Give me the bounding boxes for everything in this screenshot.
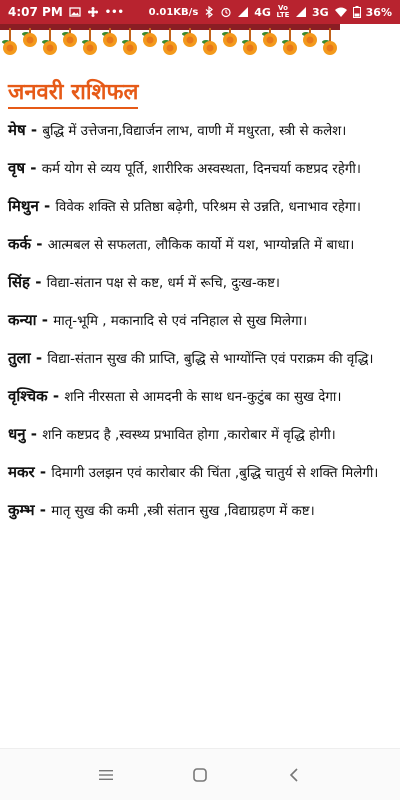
rashifal-entry (8, 233, 392, 257)
separator: - (25, 159, 42, 177)
rashifal-text (8, 423, 392, 447)
rashifal-entry (8, 499, 392, 523)
zodiac-sign-name: मेष (8, 121, 26, 139)
separator: - (25, 121, 43, 139)
dots-icon: ••• (104, 6, 124, 18)
rashifal-text (8, 157, 392, 181)
rashifal-entry (8, 461, 392, 485)
home-icon (193, 768, 207, 782)
back-icon (289, 768, 299, 782)
marigold-garland-image (0, 24, 340, 60)
rashifal-entry (8, 157, 392, 181)
zodiac-sign-name: कुम्भ (8, 501, 35, 519)
separator: - (36, 311, 54, 329)
separator: - (30, 273, 47, 291)
status-time: 4:07 PM (8, 5, 63, 19)
rashifal-entry (8, 119, 392, 143)
prediction-text: शनि नीरसता से आमदनी के साथ धन-कुटुंब का सुख देगा। (64, 390, 342, 405)
home-button[interactable] (188, 763, 212, 787)
separator: - (30, 349, 48, 367)
rashifal-entry (8, 347, 392, 371)
prediction-text: शनि कष्टप्रद है ,स्वस्थ्य प्रभावित होगा ,कारोबार में वृद्धि होगी। (42, 428, 336, 443)
zodiac-sign-name: तुला (8, 349, 31, 367)
bluetooth-icon (203, 6, 215, 18)
status-bar (0, 0, 400, 24)
prediction-text: मातृ सुख की कमी ,स्त्री संतान सुख ,विद्याग्रहण में कष्ट। (51, 504, 315, 519)
rashifal-entry (8, 271, 392, 295)
article-content (8, 80, 392, 537)
zodiac-sign-name: मिथुन (8, 197, 39, 215)
battery-level: 36% (365, 5, 392, 19)
back-button[interactable] (282, 763, 306, 787)
flower-notification-icon (87, 6, 99, 18)
rashifal-text (8, 233, 392, 257)
rashifal-text (8, 347, 392, 371)
rashifal-entry (8, 423, 392, 447)
rashifal-list (8, 119, 392, 523)
prediction-text: विद्या-संतान पक्ष से कष्ट, धर्म में रूचि, दुःख-कष्ट। (46, 276, 280, 291)
rashifal-entry (8, 309, 392, 333)
image-notification-icon (69, 6, 81, 18)
alarm-icon (220, 6, 232, 18)
separator: - (25, 425, 43, 443)
marigold-garland-banner (0, 24, 340, 60)
zodiac-sign-name: सिंह (8, 273, 30, 291)
zodiac-sign-name: वृश्चिक (8, 387, 48, 405)
signal-2-icon (295, 6, 307, 18)
network-type-1: 4G (254, 5, 271, 19)
rashifal-text (8, 461, 392, 485)
separator: - (38, 197, 56, 215)
prediction-text: दिमागी उलझन एवं कारोबार की चिंता ,बुद्धि चातुर्य से शक्ति मिलेगी। (51, 466, 379, 481)
rashifal-entry (8, 195, 392, 219)
signal-icon (237, 6, 249, 18)
zodiac-sign-name: कन्या (8, 311, 37, 329)
page-title: जनवरी राशिफल (8, 80, 138, 109)
rashifal-text (8, 195, 392, 219)
separator: - (34, 463, 52, 481)
rashifal-text (8, 271, 392, 295)
zodiac-sign-name: वृष (8, 159, 26, 177)
separator: - (34, 501, 52, 519)
zodiac-sign-name: कर्क (8, 235, 32, 253)
prediction-text: मातृ-भूमि , मकानादि से एवं ननिहाल से सुख मिलेगा। (53, 314, 308, 329)
rashifal-text (8, 119, 392, 143)
zodiac-sign-name: धनु (8, 425, 26, 443)
separator: - (47, 387, 65, 405)
network-type-2: 3G (311, 5, 329, 19)
volte-badge: Vo LTE (276, 4, 290, 19)
wifi-icon (334, 6, 348, 18)
battery-icon (353, 6, 361, 18)
prediction-text: आत्मबल से सफलता, लौकिक कार्यो में यश, भाग्योन्नति में बाधा। (47, 238, 355, 253)
rashifal-text (8, 385, 392, 409)
navigation-bar (0, 748, 400, 800)
prediction-text: विवेक शक्ति से प्रतिष्ठा बढ़ेगी, परिश्रम से उन्नति, धनाभाव रहेगा। (55, 200, 361, 215)
zodiac-sign-name: मकर (8, 463, 35, 481)
prediction-text: विद्या-संतान सुख की प्राप्ति, बुद्धि से भाग्योंन्ति एवं पराक्रम की वृद्धि। (47, 352, 374, 367)
menu-icon (99, 769, 113, 781)
net-speed: 0.01KB/s (148, 6, 199, 18)
prediction-text: कर्म योग से व्यय पूर्ति, शारीरिक अस्वस्थता, दिनचर्या कष्टप्रद रहेगी। (41, 162, 361, 177)
prediction-text: बुद्धि में उत्तेजना,विद्यार्जन लाभ, वाणी में मधुरता, स्त्री से कलेश। (42, 124, 347, 139)
separator: - (31, 235, 48, 253)
rashifal-text (8, 499, 392, 523)
rashifal-text (8, 309, 392, 333)
rashifal-entry (8, 385, 392, 409)
menu-button[interactable] (94, 763, 118, 787)
